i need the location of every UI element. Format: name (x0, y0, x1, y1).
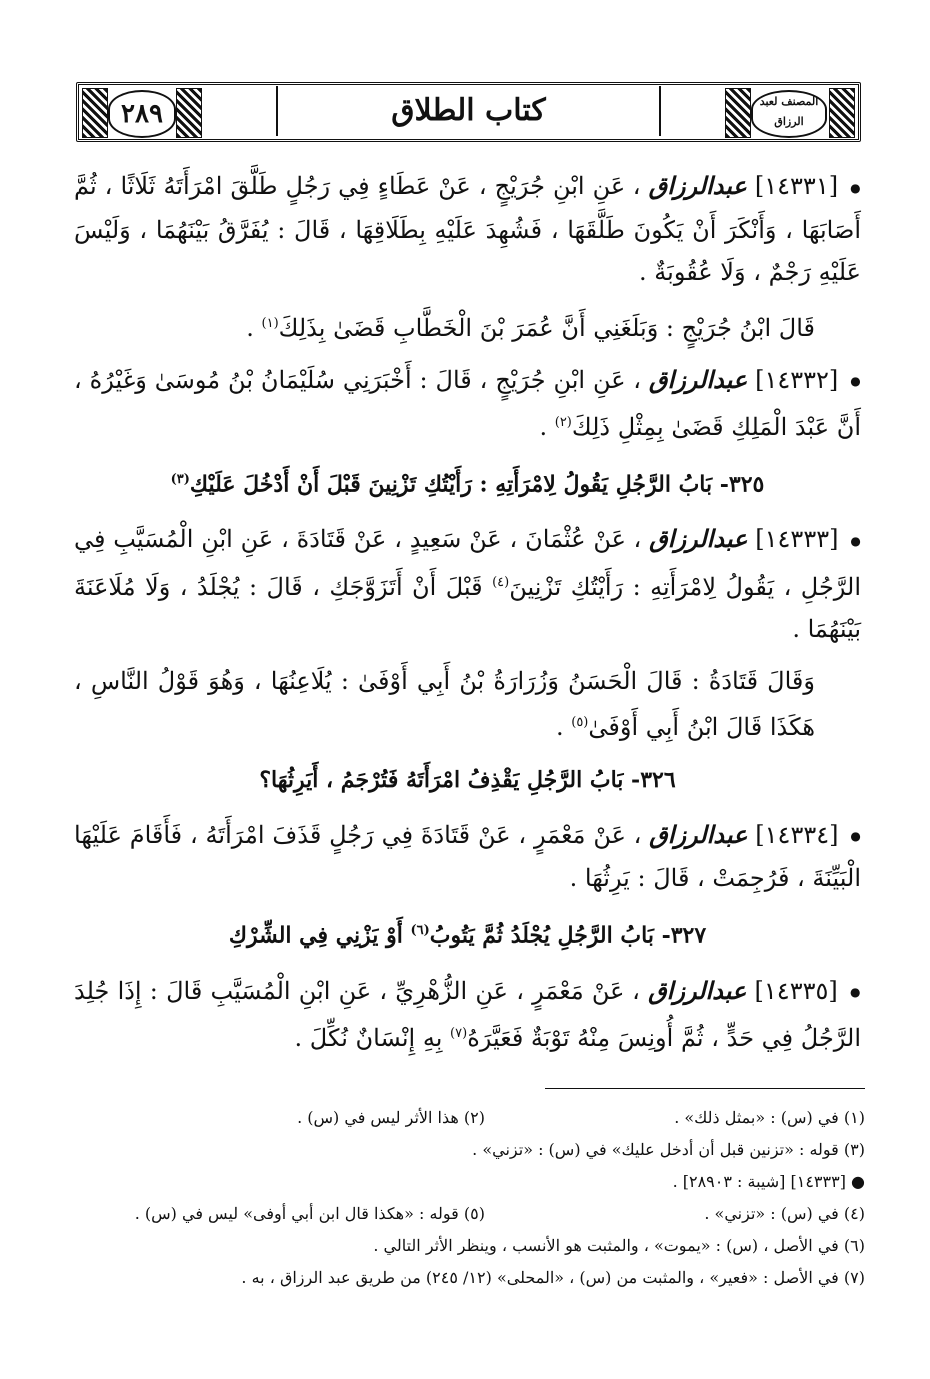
footnote-5: (٥) قوله : «هكذا قال ابن أبي أوفى» ليس في (س) . (134, 1204, 485, 1223)
narration-comment: قَالَ ابْنُ جُرَيْجٍ : وَبَلَغَنِي أَنَّ عُمَرَ بْنَ الْخَطَّابِ قَضَىٰ بِذَلِكَ$^{(١)}$ . (246, 313, 815, 342)
footnote-7: (٧) في الأصل : «فعير» ، والمثبت من (س) ، «المحلى» (١٢/ ٢٤٥) من طريق عبد الرزاق ، به . (241, 1268, 865, 1287)
source-reference: ● [١٤٣٣٣] [شيبة : ٢٨٩٠٣] . (672, 1172, 865, 1191)
footnote-ref: (٤) (492, 574, 510, 590)
narrator-name: عبدالرزاق (648, 171, 747, 200)
comment-text: وَقَالَ قَتَادَةُ : قَالَ الْحَسَنُ وَزُرَارَةُ بْنُ أَبِي أَوْفَىٰ : يُلَاعِنُهَا ، وَهُوَ قَوْلُ النَّاسِ ، هَكَذَا قَالَ ابْنُ أَبِي أَوْفَىٰ (74, 666, 815, 741)
chapter-title: كتاب الطلاق (276, 86, 661, 136)
ornament-icon (829, 88, 855, 138)
footnote-4: (٤) في (س) : «تزني» . (704, 1204, 865, 1223)
footnote-row (78, 1102, 865, 1134)
narration-comment: وَقَالَ قَتَادَةُ : قَالَ الْحَسَنُ وَزُرَارَةُ بْنُ أَبِي أَوْفَىٰ : يُلَاعِنُهَا ، وَهُوَ قَوْلُ النَّاسِ ، هَكَذَا قَالَ ابْنُ أَبِي أَوْفَىٰ$^{(٥)}$ . (74, 666, 815, 741)
hadith-id: [١٤٣٣٣] (755, 525, 839, 554)
ornament-icon (82, 88, 108, 138)
hadith-id: [١٤٣٣١] (754, 172, 839, 200)
section-heading-327: ٣٢٧- بَابُ الرَّجُلِ يُجْلَدُ ثُمَّ يَتُوبُ$^{(٦)}$ أَوْ يَزْنِي فِي الشِّرْكِ (228, 922, 707, 949)
narrator-name: عبدالرزاق (648, 364, 748, 394)
hadith-id: [١٤٣٣٤] (755, 820, 839, 849)
footnote-row (78, 1198, 865, 1230)
footnote-ref: (٧) (450, 1026, 468, 1042)
footnote-ref: (١) (261, 315, 279, 331)
ornament-icon (725, 88, 751, 138)
hadith-14334 (74, 814, 861, 900)
hadith-text: ، عَنْ مَعْمَرٍ ، عَنِ الزُّهْرِيِّ ، عَنِ ابْنِ الْمُسَيَّبِ قَالَ : إِذَا جُلِدَ الرَّجُلُ فِي حَدٍّ ، ثُمَّ أُونِسَ مِنْهُ تَوْبَةٌ فَعَيَّرَهُ (74, 976, 861, 1053)
footnote-ref: (٢) (554, 415, 572, 430)
page-header (76, 82, 861, 142)
footnote-ref: (٦) (410, 923, 430, 939)
hadith-text: بِهِ إِنْسَانٌ نُكِّلَ . (294, 1024, 443, 1053)
hadith-14335 (74, 970, 861, 1060)
section-heading-326: ٣٢٦- بَابُ الرَّجُلِ يَقْذِفُ امْرَأَتَهُ فَتُرْجَمُ ، أَيَرِثُهَا؟ (259, 766, 676, 793)
footnote-ref: (٣) (170, 472, 190, 487)
hadith-text: ، عَنِ ابْنِ جُرَيْجٍ ، عَنْ عَطَاءٍ فِي رَجُلٍ طَلَّقَ امْرَأَتَهُ ثَلَاثًا ، ثُمَّ أَصَابَهَا ، وَأَنْكَرَ أَنْ يَكُونَ طَلَّقَهَا ، فَشُهِدَ عَلَيْهِ بِطَلَاقِهَا ، قَالَ : يُفَرَّقُ بَيْنَهُمَا ، وَلَيْسَ عَلَيْهِ رَجْمٌ ، وَلَا عُقُوبَةٌ . (74, 172, 861, 286)
footnote-ref: (٥) (571, 714, 589, 730)
comment-text: قَالَ ابْنُ جُرَيْجٍ : وَبَلَغَنِي أَنَّ عُمَرَ بْنَ الْخَطَّابِ قَضَىٰ بِذَلِكَ (278, 313, 815, 342)
hadith-14332: ● [١٤٣٣٢] عبدالرزاق ، عَنِ ابْنِ جُرَيْجٍ ، قَالَ : أَخْبَرَنِي سُلَيْمَانُ بْنُ مُوسَىٰ وَغَيْرُهُ ، أَنَّ عَبْدَ الْمَلِكِ قَضَىٰ بِمِثْلِ ذَلِكَ$^{(٢)}$ . (74, 359, 861, 449)
hadith-id: [١٤٣٣٥] (754, 976, 838, 1005)
hadith-text: ، عَنْ عُثْمَانَ ، عَنْ سَعِيدٍ ، عَنْ قَتَادَةَ ، عَنِ ابْنِ الْمُسَيَّبِ فِي الرَّجُلِ ، يَقُولُ لِامْرَأَتِهِ : رَأَيْتُكِ تَزْنِينَ (74, 525, 862, 601)
section-heading-325: ٣٢٥- بَابُ الرَّجُلِ يَقُولُ لِامْرَأَتِهِ : رَأَيْتُكِ تَزْنِينَ قَبْلَ أَنْ أَدْخُلَ عَلَيْكِ$^{(٣)}$ (170, 471, 765, 498)
book-logo: المصنف لعبد الرزاق (751, 90, 827, 138)
footnote-3: (٣) قوله : «تزنين قبل أن أدخل عليك» في (س) : «تزني» . (472, 1140, 865, 1159)
hadith-text: ، عَنْ مَعْمَرٍ ، عَنْ قَتَادَةَ فِي رَجُلٍ قَذَفَ امْرَأَتَهُ ، فَأَقَامَ عَلَيْهَا الْبَيِّنَةَ ، فَرُجِمَتْ ، قَالَ : يَرِثُهَا . (74, 820, 861, 893)
footnote-2: (٢) هذا الأثر ليس في (س) . (297, 1108, 485, 1127)
ornament-icon (176, 88, 202, 138)
page (70, 0, 865, 1379)
hadith-text: ، عَنِ ابْنِ جُرَيْجٍ ، قَالَ : أَخْبَرَنِي سُلَيْمَانُ بْنُ مُوسَىٰ وَغَيْرُهُ ، أَنَّ عَبْدَ الْمَلِكِ قَضَىٰ بِمِثْلِ ذَلِكَ (74, 365, 861, 441)
hadith-text: قَبْلَ أَنْ أَتَزَوَّجَكِ ، قَالَ : يُجْلَدُ ، وَلَا مُلَاعَنَةَ بَيْنَهُمَا . (74, 572, 861, 643)
footnote-1: (١) في (س) : «بمثل ذلك» . (674, 1108, 865, 1127)
footnotes (78, 1102, 865, 1294)
narrator-name: عبدالرزاق (648, 975, 747, 1005)
hadith-14333 (74, 518, 861, 650)
hadith-14331 (74, 165, 861, 293)
footnote-divider (545, 1088, 865, 1089)
main-text (74, 165, 861, 1069)
hadith-id: [١٤٣٣٢] (755, 365, 839, 394)
page-number: ٢٨٩ (108, 90, 176, 138)
narrator-name: عبدالرزاق (649, 524, 748, 554)
footnote-6: (٦) في الأصل ، (س) : «يموت» ، والمثبت هو الأنسب ، وينظر الأثر التالي . (373, 1236, 865, 1255)
narrator-name: عبدالرزاق (649, 819, 748, 849)
